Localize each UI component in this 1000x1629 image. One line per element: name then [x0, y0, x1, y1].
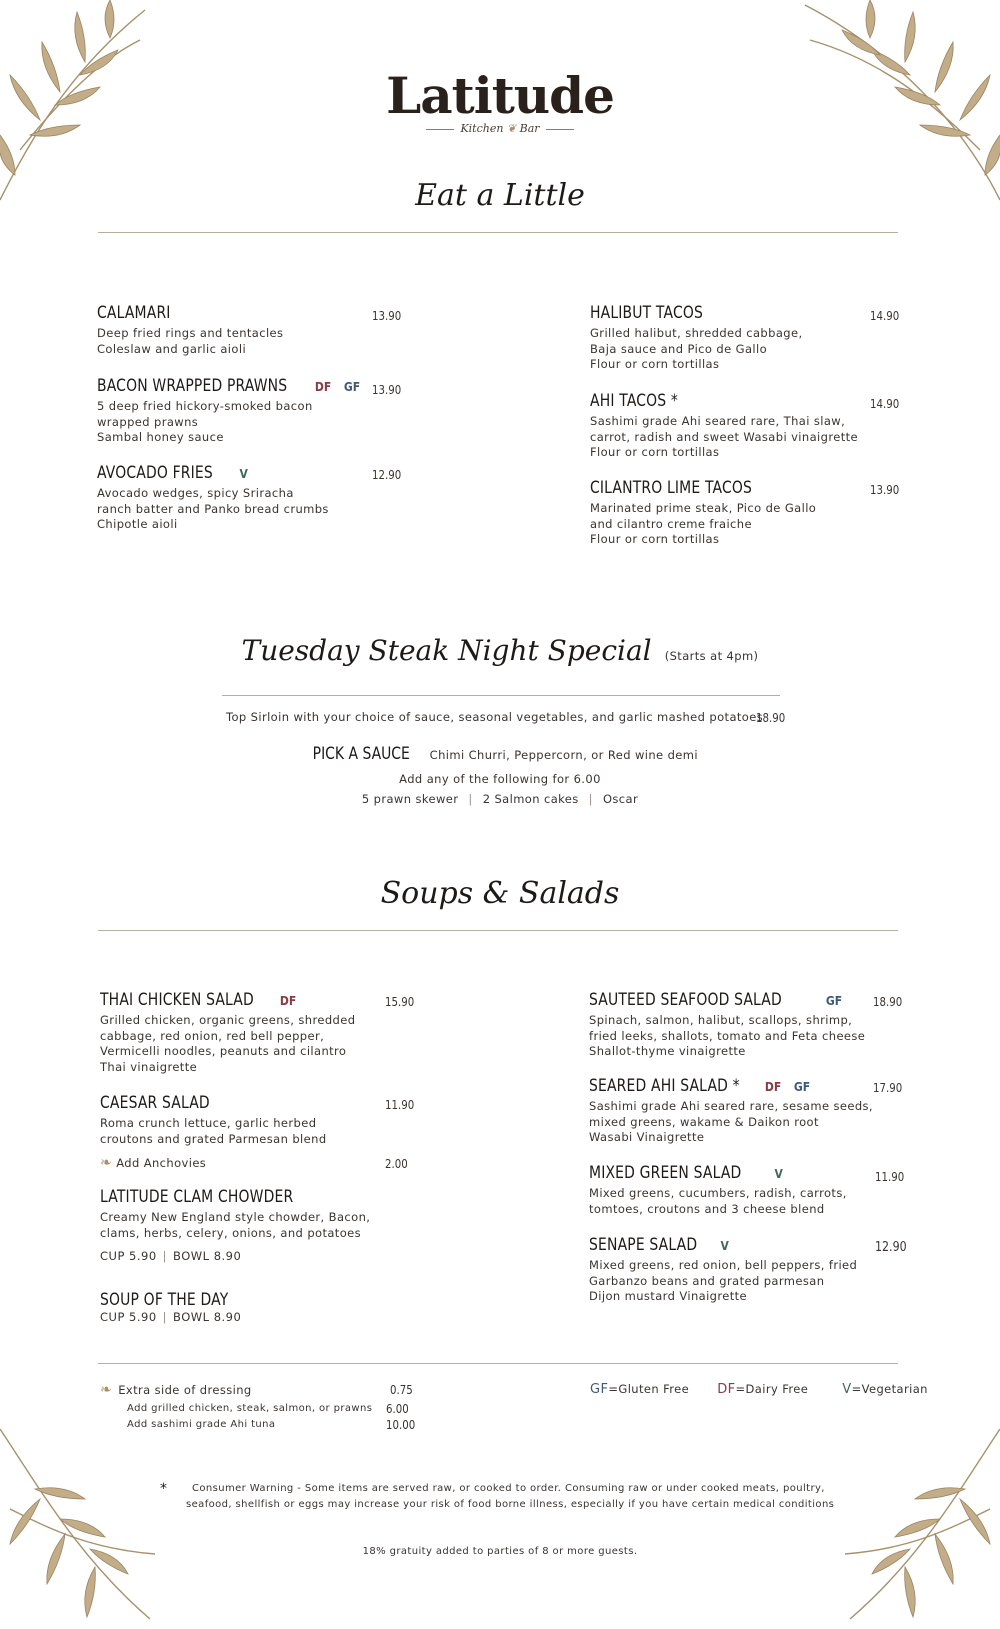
item-price: 13.90 — [870, 483, 900, 497]
item-name: MIXED GREEN SALAD — [589, 1163, 742, 1183]
item-name: THAI CHICKEN SALAD — [100, 990, 254, 1010]
cup-price: CUP 5.90 — [100, 1249, 157, 1263]
caesar-addon — [100, 1155, 206, 1171]
item-desc: 5 deep fried hickory-smoked bacon wrapped prawns Sambal honey sauce — [97, 399, 313, 444]
menu-item-avocado-fries — [97, 463, 417, 533]
gratuity-note: 18% gratuity added to parties of 8 or more guests. — [362, 1546, 638, 1557]
item-desc: Spinach, salmon, halibut, scallops, shrimp, fried leeks, shallots, tomato and Feta cheese Shallot-thyme vinaigrette — [589, 1013, 866, 1058]
divider — [98, 1363, 898, 1364]
steak-description: Top Sirloin with your choice of sauce, seasonal vegetables, and garlic mashed potatoes — [226, 710, 764, 724]
item-price: 11.90 — [875, 1170, 905, 1184]
leaf-branch-bottom-right-icon — [840, 1399, 1000, 1629]
consumer-warning-line-2: seafood, shellfish or eggs may increase your risk of food borne illness, especially if you have certain medical conditions — [186, 1499, 835, 1510]
item-price: 18.90 — [873, 995, 903, 1009]
dietary-legend — [590, 1382, 928, 1397]
dairy-free-tag: DF — [764, 1080, 782, 1094]
logo-sub-bar: Bar — [519, 122, 540, 135]
consumer-warning-star: * — [160, 1481, 167, 1497]
leaf-sprig-icon: ❧ — [100, 1155, 113, 1171]
item-desc: Grilled chicken, organic greens, shredded cabbage, red onion, red bell pepper, Vermicelli noodles, peanuts and cilantro Thai vinaigrette — [100, 1013, 356, 1074]
extra-ahi: Add sashimi grade Ahi tuna — [127, 1419, 276, 1430]
legend-v-code: V — [842, 1382, 852, 1397]
item-name: SEARED AHI SALAD * — [589, 1076, 740, 1096]
cup-price: CUP 5.90 — [100, 1310, 157, 1324]
legend-gf-code: GF — [590, 1382, 609, 1397]
divider — [98, 232, 898, 233]
steak-price: 18.90 — [756, 711, 786, 725]
menu-item-seared-ahi-salad — [589, 1076, 889, 1146]
extra-label: Extra side of dressing — [118, 1383, 252, 1397]
item-desc: Sashimi grade Ahi seared rare, Thai slaw, carrot, radish and sweet Wasabi vinaigrette Flour or corn tortillas — [590, 414, 858, 459]
menu-item-cilantro-lime-tacos — [590, 478, 890, 548]
legend-df-code: DF — [717, 1382, 736, 1397]
addon-price: 2.00 — [385, 1157, 408, 1171]
extra-price: 10.00 — [386, 1418, 416, 1432]
menu-item-mixed-green-salad — [589, 1163, 889, 1217]
item-name: LATITUDE CLAM CHOWDER — [100, 1187, 294, 1207]
add-on-options: 5 prawn skewer | 2 Salmon cakes | Oscar — [361, 792, 639, 806]
item-desc: Avocado wedges, spicy Sriracha ranch batter and Panko bread crumbs Chipotle aioli — [97, 486, 329, 531]
item-name: SAUTEED SEAFOOD SALAD — [589, 990, 782, 1010]
add-on-price: 6.00 — [573, 772, 601, 786]
item-price: 14.90 — [870, 309, 900, 323]
legend-df-text: =Dairy Free — [735, 1382, 809, 1396]
item-price: 13.90 — [372, 383, 402, 397]
logo-wordmark: Latitude — [386, 66, 614, 125]
section-title-steak-night — [0, 634, 1000, 667]
item-price: 17.90 — [873, 1081, 903, 1095]
item-name: BACON WRAPPED PRAWNS — [97, 376, 288, 396]
add-on-text: Add any of the following for — [399, 772, 570, 786]
leaf-branch-bottom-left-icon — [0, 1399, 160, 1629]
menu-item-ahi-tacos — [590, 391, 890, 461]
extra-price: 0.75 — [390, 1383, 413, 1397]
menu-item-soup-of-the-day — [100, 1290, 400, 1324]
addon-label: Add Anchovies — [116, 1156, 207, 1170]
item-price: 12.90 — [875, 1240, 907, 1255]
item-desc: Deep fried rings and tentacles Coleslaw and garlic aioli — [97, 326, 284, 356]
add-on-offer — [0, 772, 1000, 786]
extra-protein: Add grilled chicken, steak, salmon, or prawns — [127, 1403, 373, 1414]
gluten-free-tag: GF — [344, 380, 361, 394]
bowl-price: BOWL 8.90 — [173, 1310, 242, 1324]
leaf-sprig-icon: ❧ — [100, 1382, 113, 1398]
logo-subtitle — [0, 122, 1000, 135]
divider — [98, 930, 898, 931]
addon-salmon-cakes: 2 Salmon cakes — [482, 792, 579, 806]
legend-gf-text: =Gluten Free — [608, 1382, 690, 1396]
item-name: AHI TACOS * — [590, 391, 679, 411]
leaf-sprig-icon: ❦ — [506, 122, 517, 135]
menu-item-bacon-wrapped-prawns — [97, 376, 417, 446]
item-name: CILANTRO LIME TACOS — [590, 478, 753, 498]
menu-item-calamari — [97, 303, 417, 357]
addon-oscar: Oscar — [602, 792, 639, 806]
menu-item-caesar-salad — [100, 1093, 400, 1147]
section-title-soups-salads: Soups & Salads — [380, 876, 620, 911]
item-name: SENAPE SALAD — [589, 1235, 698, 1255]
item-desc: Marinated prime steak, Pico de Gallo and cilantro creme fraiche Flour or corn tortillas — [590, 501, 817, 546]
vegetarian-tag: V — [239, 467, 249, 481]
steak-time-note: (Starts at 4pm) — [664, 649, 759, 663]
logo-sub-kitchen: Kitchen — [460, 122, 504, 135]
menu-item-sauteed-seafood-salad — [589, 990, 889, 1060]
steak-title: Tuesday Steak Night Special — [241, 634, 652, 667]
pick-a-sauce-row — [0, 744, 1000, 764]
item-price: 13.90 — [372, 309, 402, 323]
menu-item-clam-chowder — [100, 1187, 400, 1263]
restaurant-logo — [0, 68, 1000, 135]
bowl-price: BOWL 8.90 — [173, 1249, 242, 1263]
cup-bowl-prices: CUP 5.90 | BOWL 8.90 — [100, 1310, 242, 1324]
item-desc: Mixed greens, red onion, bell peppers, fried Garbanzo beans and grated parmesan Dijon mustard Vinaigrette — [589, 1258, 858, 1303]
addon-prawn-skewer: 5 prawn skewer — [361, 792, 459, 806]
item-price: 12.90 — [372, 468, 402, 482]
gluten-free-tag: GF — [826, 994, 843, 1008]
item-name: SOUP OF THE DAY — [100, 1290, 229, 1310]
vegetarian-tag: V — [774, 1167, 783, 1181]
extra-dressing — [100, 1382, 252, 1398]
dairy-free-tag: DF — [279, 994, 297, 1008]
menu-item-senape-salad — [589, 1235, 889, 1305]
sauce-options: Chimi Churri, Peppercorn, or Red wine demi — [429, 748, 698, 762]
vegetarian-tag: V — [720, 1239, 729, 1253]
dairy-free-tag: DF — [315, 380, 332, 394]
item-desc: Mixed greens, cucumbers, radish, carrots, tomtoes, croutons and 3 cheese blend — [589, 1186, 847, 1216]
item-desc: Sashimi grade Ahi seared rare, sesame seeds, mixed greens, wakame & Daikon root Wasabi Vinaigrette — [589, 1099, 873, 1144]
menu-item-halibut-tacos — [590, 303, 890, 373]
divider — [222, 695, 780, 696]
item-name: HALIBUT TACOS — [590, 303, 704, 323]
section-title-eat-a-little: Eat a Little — [415, 178, 585, 213]
cup-bowl-prices: CUP 5.90 | BOWL 8.90 — [100, 1249, 242, 1263]
menu-item-thai-chicken-salad — [100, 990, 400, 1075]
pick-a-sauce-label: PICK A SAUCE — [312, 744, 410, 764]
item-price: 15.90 — [385, 995, 415, 1009]
item-name: AVOCADO FRIES — [97, 463, 213, 483]
item-name: CAESAR SALAD — [100, 1093, 210, 1113]
consumer-warning-line-1: Consumer Warning - Some items are served raw, or cooked to order. Consuming raw or under cooked meats, poultry, — [192, 1483, 825, 1494]
extra-price: 6.00 — [386, 1402, 409, 1416]
item-desc: Grilled halibut, shredded cabbage, Baja sauce and Pico de Gallo Flour or corn tortillas — [590, 326, 803, 371]
item-name: CALAMARI — [97, 303, 171, 323]
item-desc: Creamy New England style chowder, Bacon, clams, herbs, celery, onions, and potatoes — [100, 1210, 371, 1240]
item-desc: Roma crunch lettuce, garlic herbed croutons and grated Parmesan blend — [100, 1116, 327, 1146]
item-price: 14.90 — [870, 397, 900, 411]
item-price: 11.90 — [385, 1098, 415, 1112]
gluten-free-tag: GF — [794, 1080, 811, 1094]
legend-v-text: =Vegetarian — [851, 1382, 928, 1396]
